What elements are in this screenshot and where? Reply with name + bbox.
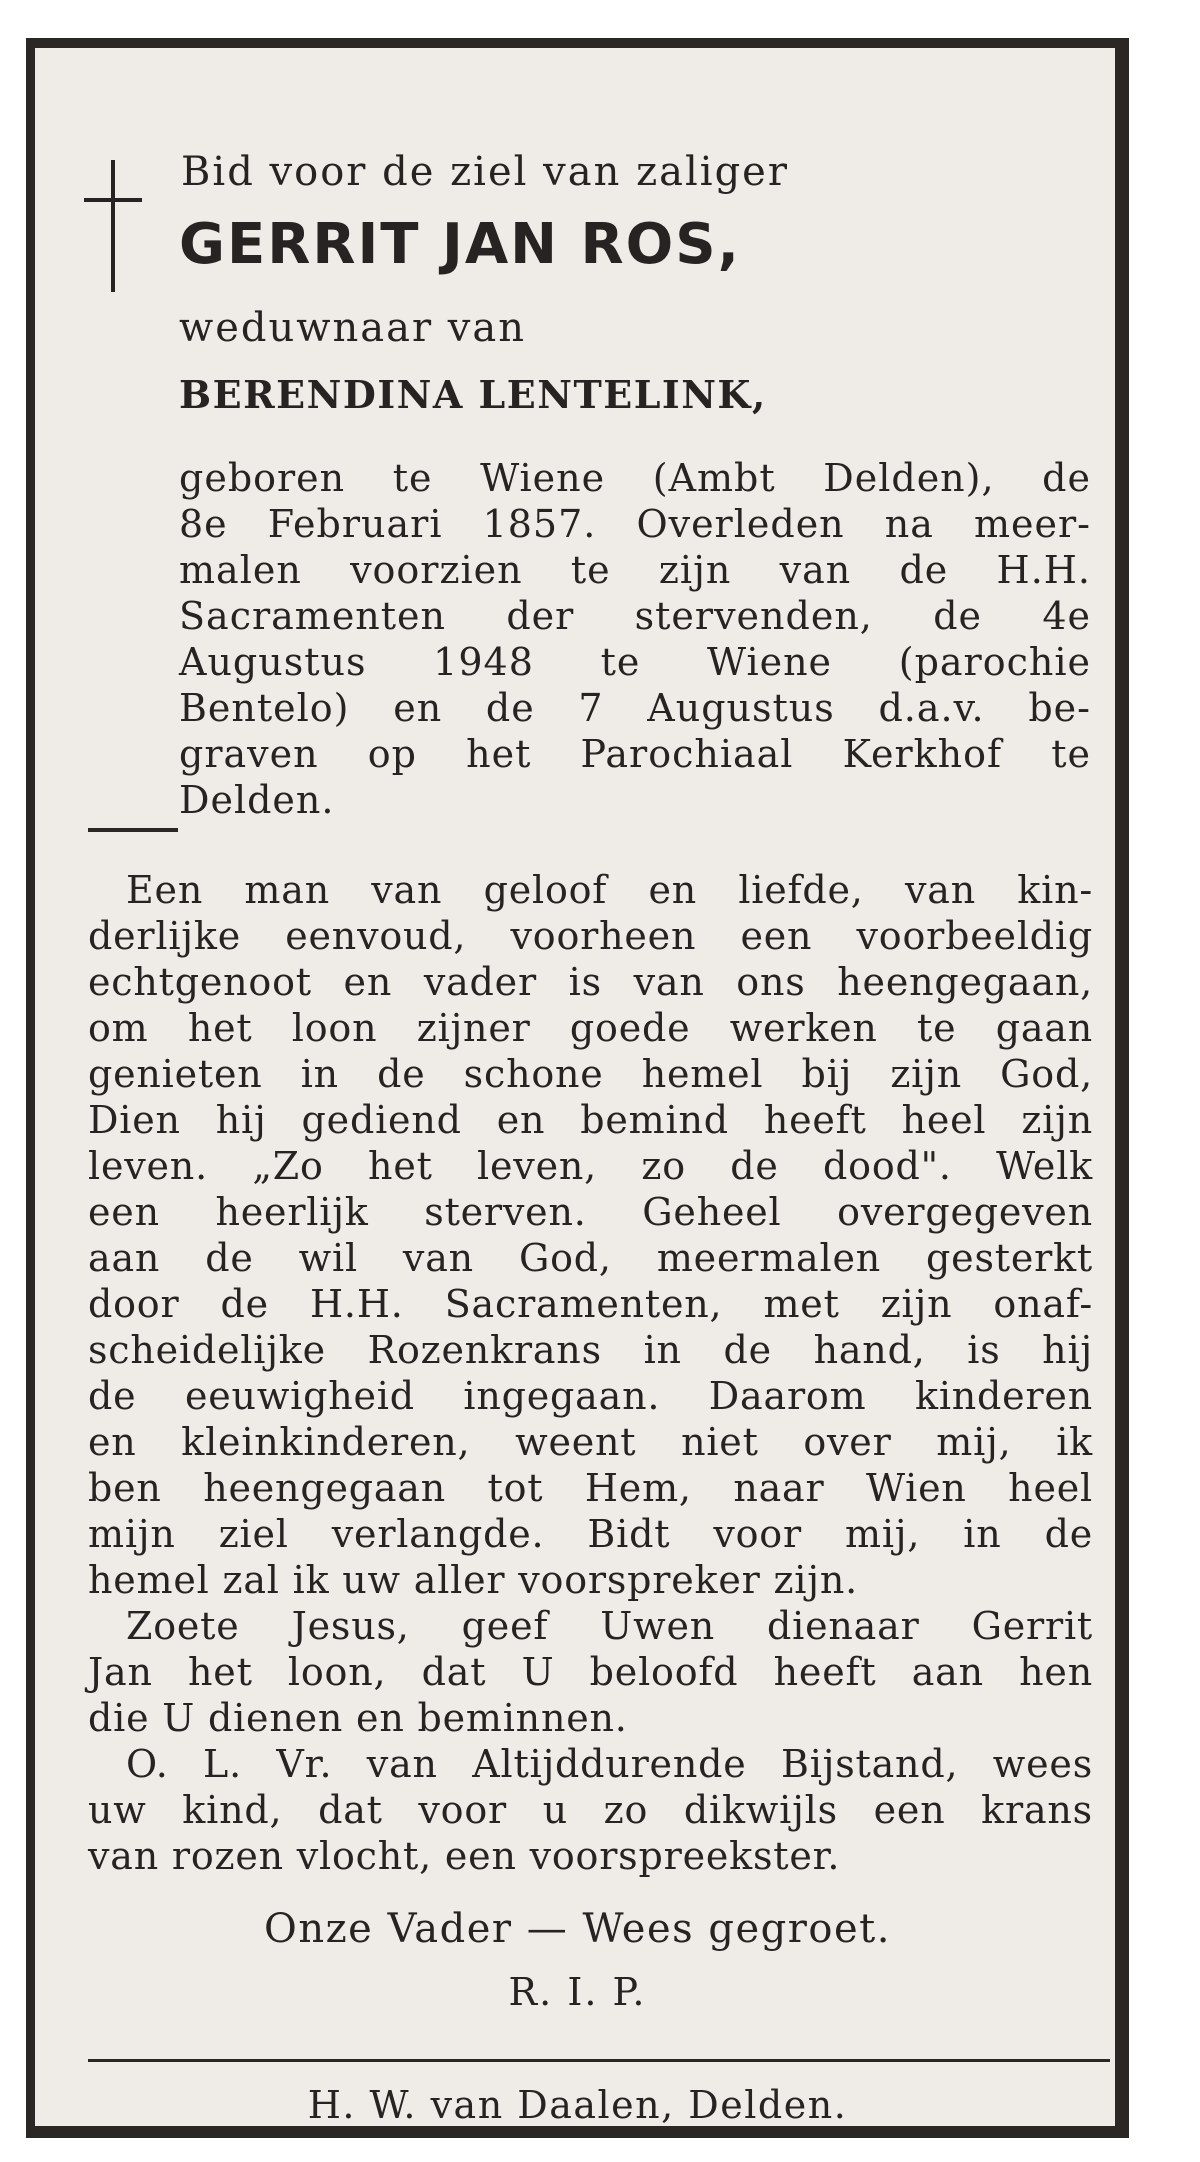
- body-line: uw kind, dat voor u zo dikwijls een krans: [88, 1788, 1093, 1832]
- latin-cross-icon: [84, 160, 142, 292]
- wife-name: BERENDINA LENTELINK,: [179, 372, 767, 417]
- body-line: en kleinkinderen, weent niet over mij, ik: [88, 1420, 1093, 1464]
- birth-line: Sacramenten der stervenden, de 4e: [179, 594, 1091, 638]
- card-border-top: [26, 38, 1129, 48]
- body-line: die U dienen en beminnen.: [88, 1696, 628, 1740]
- birth-line: 8e Februari 1857. Overleden na meer-: [179, 502, 1091, 546]
- body-line: door de H.H. Sacramenten, met zijn onaf-: [88, 1282, 1093, 1326]
- body-line: van rozen vlocht, een voorspreekster.: [88, 1834, 841, 1878]
- memorial-card: [26, 38, 1129, 2138]
- birth-line: graven op het Parochiaal Kerkhof te: [179, 732, 1091, 776]
- body-line: leven. „Zo het leven, zo de dood". Welk: [88, 1144, 1093, 1188]
- body-line: Zoete Jesus, geef Uwen dienaar Gerrit: [126, 1604, 1093, 1648]
- header-lead: Bid voor de ziel van zaliger: [181, 149, 789, 195]
- card-border-bottom: [26, 2126, 1129, 2138]
- footer-divider: [88, 2059, 1110, 2062]
- birth-line: malen voorzien te zijn van de H.H.: [179, 548, 1091, 592]
- body-line: Dien hij gediend en bemind heeft heel zijn: [88, 1098, 1093, 1142]
- short-divider: [88, 828, 178, 832]
- birth-line: Delden.: [179, 778, 335, 822]
- body-line: hemel zal ik uw aller voorspreker zijn.: [88, 1558, 858, 1602]
- body-line: Een man van geloof en liefde, van kin-: [126, 868, 1093, 912]
- body-line: mijn ziel verlangde. Bidt voor mij, in de: [88, 1512, 1093, 1556]
- birth-line: Augustus 1948 te Wiene (parochie: [179, 640, 1091, 684]
- body-line: O. L. Vr. van Altijddurende Bijstand, wees: [126, 1742, 1093, 1786]
- body-line: aan de wil van God, meermalen gesterkt: [88, 1236, 1093, 1280]
- card-border-right: [1115, 38, 1129, 2138]
- closing-prayers: Onze Vader — Wees gegroet.: [264, 1906, 891, 1952]
- widow-label: weduwnaar van: [179, 305, 527, 351]
- deceased-name: GERRIT JAN ROS,: [179, 212, 741, 277]
- body-line: scheidelijke Rozenkrans in de hand, is hij: [88, 1328, 1093, 1372]
- body-line: ben heengegaan tot Hem, naar Wien heel: [88, 1466, 1093, 1510]
- birth-line: Bentelo) en de 7 Augustus d.a.v. be-: [179, 686, 1091, 730]
- body-line: echtgenoot en vader is van ons heengegaan,: [88, 960, 1093, 1004]
- body-line: een heerlijk sterven. Geheel overgegeven: [88, 1190, 1093, 1234]
- birth-line: geboren te Wiene (Ambt Delden), de: [179, 456, 1091, 500]
- body-line: derlijke eenvoud, voorheen een voorbeeldig: [88, 914, 1093, 958]
- body-line: de eeuwigheid ingegaan. Daarom kinderen: [88, 1374, 1093, 1418]
- body-line: genieten in de schone hemel bij zijn God,: [88, 1052, 1093, 1096]
- body-line: Jan het loon, dat U beloofd heeft aan hen: [88, 1650, 1093, 1694]
- printer-credit: H. W. van Daalen, Delden.: [307, 2083, 848, 2127]
- body-line: om het loon zijner goede werken te gaan: [88, 1006, 1093, 1050]
- rip-line: R. I. P.: [508, 1970, 647, 2014]
- card-border-left: [26, 38, 35, 2138]
